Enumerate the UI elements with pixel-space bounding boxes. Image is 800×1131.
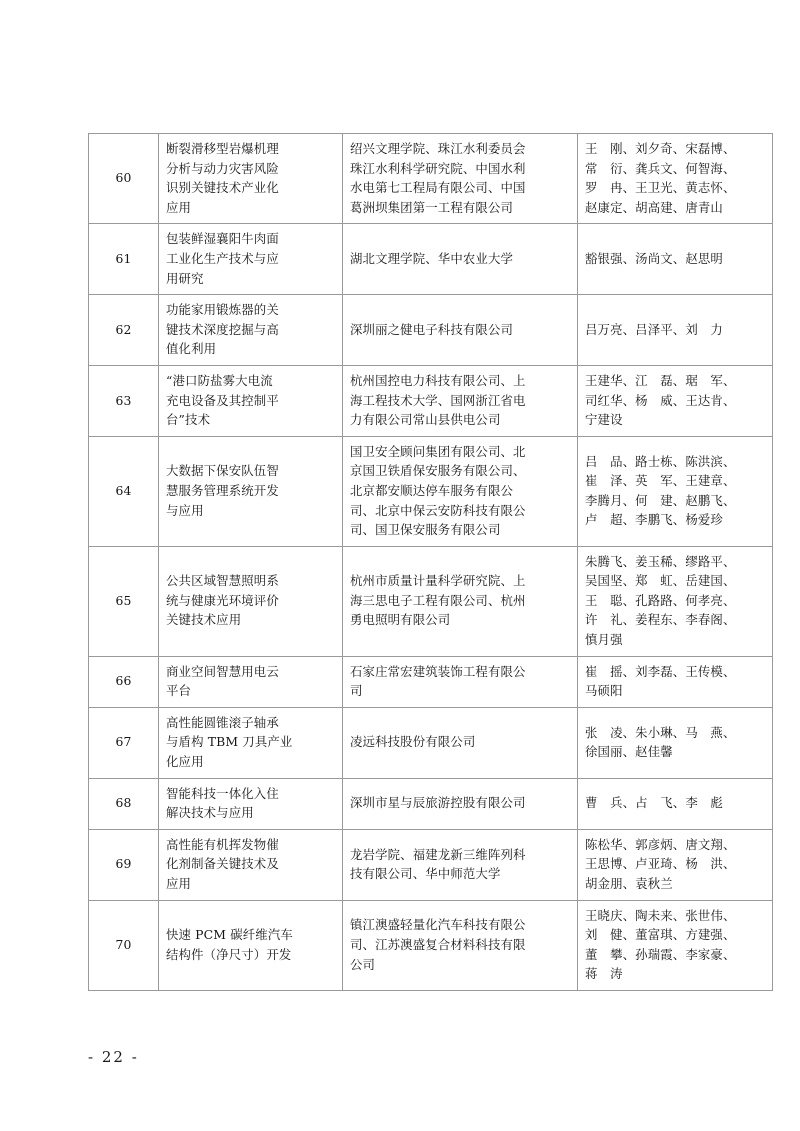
contributors-cell-line: 吕 品、路士栋、陈洪滨、 bbox=[585, 453, 736, 469]
project-title-cell-line: 值化利用 bbox=[166, 341, 217, 357]
contributors-cell-text bbox=[585, 906, 765, 984]
table-row bbox=[89, 365, 773, 436]
organization-cell-line: 公司 bbox=[350, 956, 376, 972]
table-row bbox=[89, 295, 773, 366]
contributors-cell-text bbox=[585, 552, 765, 650]
project-title-cell-line: 公共区域智慧照明系 bbox=[166, 573, 279, 589]
project-title-cell bbox=[159, 829, 343, 900]
row-number-cell: 63 bbox=[89, 365, 159, 436]
contributors-cell-line: 豁银强、汤尚文、赵思明 bbox=[585, 250, 723, 266]
organization-cell-text bbox=[350, 793, 570, 813]
organization-cell-text bbox=[350, 139, 570, 217]
organization-cell-line: 海工程技术大学、国网浙江省电 bbox=[350, 392, 526, 408]
project-title-cell-line: “港口防盐雾大电流 bbox=[166, 372, 273, 388]
project-title-cell-line: 应用 bbox=[166, 199, 192, 215]
organization-cell-line: 司、北京中保云安防科技有限公 bbox=[350, 502, 526, 518]
contributors-cell-line: 刘 健、董富琪、方建强、 bbox=[585, 927, 736, 943]
project-title-cell bbox=[159, 295, 343, 366]
organization-cell-line: 葛洲坝集团第一工程有限公司 bbox=[350, 199, 514, 215]
project-title-cell-line: 平台 bbox=[166, 683, 192, 699]
contributors-cell bbox=[578, 436, 773, 546]
organization-cell-line: 力有限公司常山县供电公司 bbox=[350, 412, 501, 428]
row-number-cell: 66 bbox=[89, 656, 159, 707]
award-table-body bbox=[89, 134, 773, 991]
project-title-cell-line: 高性能圆锥滚子轴承 bbox=[166, 714, 279, 730]
project-title-cell-line: 工业化生产技术与应 bbox=[166, 250, 279, 266]
row-number-cell: 65 bbox=[89, 546, 159, 656]
contributors-cell bbox=[578, 656, 773, 707]
project-title-cell bbox=[159, 436, 343, 546]
organization-cell-line: 镇江澳盛轻量化汽车科技有限公 bbox=[350, 917, 526, 933]
organization-cell-line: 国卫安全顾问集团有限公司、北 bbox=[350, 443, 526, 459]
organization-cell-text bbox=[350, 320, 570, 340]
organization-cell-line: 湖北文理学院、华中农业大学 bbox=[350, 250, 514, 266]
organization-cell bbox=[343, 900, 578, 990]
contributors-cell bbox=[578, 829, 773, 900]
project-title-cell-line: 断裂滑移型岩爆机理 bbox=[166, 141, 279, 156]
organization-cell-line: 京国卫铁盾保安服务有限公司、 bbox=[350, 463, 526, 479]
organization-cell-line: 绍兴文理学院、珠江水利委员会 bbox=[350, 141, 526, 156]
project-title-cell-line: 化剂制备关键技术及 bbox=[166, 856, 279, 872]
organization-cell-line: 勇电照明有限公司 bbox=[350, 612, 451, 628]
project-title-cell-line: 慧服务管理系统开发 bbox=[166, 482, 279, 498]
project-title-cell-text bbox=[166, 925, 335, 964]
contributors-cell-line: 胡金朋、袁秋兰 bbox=[585, 876, 673, 891]
organization-cell bbox=[343, 707, 578, 778]
project-title-cell bbox=[159, 707, 343, 778]
contributors-cell-line: 崔 摇、刘李磊、王传模、 bbox=[585, 663, 736, 679]
project-title-cell-line: 化应用 bbox=[166, 754, 204, 770]
organization-cell-line: 杭州市质量计量科学研究院、上 bbox=[350, 573, 526, 589]
table-row bbox=[89, 134, 773, 224]
contributors-cell-line: 王晓庆、陶未来、张世伟、 bbox=[585, 907, 736, 923]
contributors-cell-line: 常 衍、龚兵文、何智海、 bbox=[585, 160, 736, 176]
organization-cell-line: 凌远科技股份有限公司 bbox=[350, 734, 476, 750]
organization-cell-line: 龙岩学院、福建龙新三维阵列科 bbox=[350, 846, 526, 862]
organization-cell bbox=[343, 656, 578, 707]
row-number-cell: 69 bbox=[89, 829, 159, 900]
project-title-cell-line: 识别关键技术产业化 bbox=[166, 180, 279, 196]
project-title-cell bbox=[159, 900, 343, 990]
project-title-cell-line: 台”技术 bbox=[166, 412, 211, 428]
contributors-cell-text bbox=[585, 371, 765, 430]
organization-cell-text bbox=[350, 442, 570, 540]
organization-cell-line: 深圳市星与辰旅游控股有限公司 bbox=[350, 795, 526, 811]
table-row bbox=[89, 900, 773, 990]
organization-cell-text bbox=[350, 662, 570, 701]
project-title-cell bbox=[159, 546, 343, 656]
row-number-cell: 68 bbox=[89, 778, 159, 829]
contributors-cell-text bbox=[585, 793, 765, 813]
organization-cell-text bbox=[350, 571, 570, 630]
table-row bbox=[89, 707, 773, 778]
contributors-cell bbox=[578, 295, 773, 366]
organization-cell-line: 杭州国控电力科技有限公司、上 bbox=[350, 372, 526, 388]
contributors-cell bbox=[578, 365, 773, 436]
project-title-cell-line: 商业空间智慧用电云 bbox=[166, 663, 279, 679]
organization-cell bbox=[343, 546, 578, 656]
contributors-cell-line: 朱腾飞、姜玉稀、缪路平、 bbox=[585, 553, 736, 569]
project-title-cell-text bbox=[166, 835, 335, 894]
award-table bbox=[88, 133, 773, 991]
organization-cell-line: 石家庄常宏建筑装饰工程有限公 bbox=[350, 663, 526, 679]
contributors-cell-text bbox=[585, 320, 765, 340]
row-number-cell: 60 bbox=[89, 134, 159, 224]
project-title-cell-line: 大数据下保安队伍智 bbox=[166, 463, 279, 479]
contributors-cell-line: 王 刚、刘夕奇、宋磊博、 bbox=[585, 141, 736, 156]
project-title-cell bbox=[159, 656, 343, 707]
contributors-cell-text bbox=[585, 662, 765, 701]
contributors-cell-line: 赵康定、胡高建、唐青山 bbox=[585, 199, 723, 215]
organization-cell-line: 司、江苏澳盛复合材料科技有限 bbox=[350, 936, 526, 952]
project-title-cell-line: 结构件（净尺寸）开发 bbox=[166, 946, 292, 962]
page-number: - 22 - bbox=[88, 1048, 139, 1066]
contributors-cell-text bbox=[585, 249, 765, 269]
contributors-cell-line: 马硕阳 bbox=[585, 683, 623, 699]
award-table-container bbox=[88, 133, 736, 991]
contributors-cell-text bbox=[585, 723, 765, 762]
contributors-cell-line: 罗 冉、王卫光、黄志怀、 bbox=[585, 180, 736, 196]
contributors-cell-line: 徐国丽、赵佳馨 bbox=[585, 744, 673, 760]
contributors-cell-line: 王建华、江 磊、琚 军、 bbox=[585, 372, 736, 388]
contributors-cell-line: 司红华、杨 威、王达肯、 bbox=[585, 392, 736, 408]
contributors-cell-text bbox=[585, 139, 765, 217]
contributors-cell-line: 董 攀、孙瑞霞、李家豪、 bbox=[585, 946, 736, 962]
organization-cell bbox=[343, 829, 578, 900]
table-row bbox=[89, 224, 773, 295]
row-number-cell: 61 bbox=[89, 224, 159, 295]
contributors-cell-line: 蒋 涛 bbox=[585, 966, 623, 982]
organization-cell bbox=[343, 365, 578, 436]
project-title-cell bbox=[159, 778, 343, 829]
project-title-cell-text bbox=[166, 139, 335, 217]
project-title-cell-text bbox=[166, 713, 335, 772]
contributors-cell-text bbox=[585, 452, 765, 530]
contributors-cell-line: 吴国坚、郑 虹、岳建国、 bbox=[585, 573, 736, 589]
project-title-cell-line: 分析与动力灾害风险 bbox=[166, 160, 279, 176]
project-title-cell-line: 智能科技一体化入住 bbox=[166, 785, 279, 801]
table-row bbox=[89, 778, 773, 829]
project-title-cell-line: 与盾构 TBM 刀具产业 bbox=[166, 734, 293, 750]
table-row bbox=[89, 436, 773, 546]
contributors-cell-line: 慎月强 bbox=[585, 632, 623, 648]
organization-cell-line: 海三思电子工程有限公司、杭州 bbox=[350, 592, 526, 608]
row-number-cell: 70 bbox=[89, 900, 159, 990]
organization-cell bbox=[343, 224, 578, 295]
organization-cell-text bbox=[350, 845, 570, 884]
organization-cell bbox=[343, 295, 578, 366]
project-title-cell-text bbox=[166, 371, 335, 430]
project-title-cell-line: 包装鲜湿襄阳牛肉面 bbox=[166, 231, 279, 247]
contributors-cell-line: 王思博、卢亚琦、杨 洪、 bbox=[585, 856, 736, 872]
contributors-cell-line: 王 聪、孔路路、何孝亮、 bbox=[585, 592, 736, 608]
organization-cell-text bbox=[350, 915, 570, 974]
contributors-cell bbox=[578, 707, 773, 778]
contributors-cell-line: 陈松华、郭彦炳、唐文翔、 bbox=[585, 836, 736, 852]
project-title-cell-line: 高性能有机挥发物催 bbox=[166, 836, 279, 852]
row-number-cell: 62 bbox=[89, 295, 159, 366]
organization-cell-text bbox=[350, 249, 570, 269]
row-number-cell: 67 bbox=[89, 707, 159, 778]
contributors-cell-line: 李腾月、何 建、赵鹏飞、 bbox=[585, 492, 736, 508]
contributors-cell-line: 曹 兵、占 飞、李 彪 bbox=[585, 795, 723, 811]
contributors-cell bbox=[578, 900, 773, 990]
table-row bbox=[89, 656, 773, 707]
project-title-cell bbox=[159, 224, 343, 295]
project-title-cell-line: 关键技术应用 bbox=[166, 612, 242, 628]
row-number-cell: 64 bbox=[89, 436, 159, 546]
contributors-cell-line: 许 礼、姜程东、李春阁、 bbox=[585, 612, 736, 628]
project-title-cell bbox=[159, 365, 343, 436]
contributors-cell-line: 吕万亮、吕泽平、刘 力 bbox=[585, 321, 723, 337]
contributors-cell-line: 宁建设 bbox=[585, 412, 623, 428]
project-title-cell-line: 统与健康光环境评价 bbox=[166, 592, 279, 608]
project-title-cell-text bbox=[166, 571, 335, 630]
project-title-cell-line: 充电设备及其控制平 bbox=[166, 392, 279, 408]
organization-cell-line: 北京都安顺达停车服务有限公 bbox=[350, 482, 514, 498]
contributors-cell bbox=[578, 134, 773, 224]
project-title-cell-line: 与应用 bbox=[166, 502, 204, 518]
project-title-cell bbox=[159, 134, 343, 224]
table-row bbox=[89, 829, 773, 900]
project-title-cell-line: 应用 bbox=[166, 876, 192, 891]
contributors-cell-line: 崔 泽、英 军、王建章、 bbox=[585, 473, 736, 489]
contributors-cell bbox=[578, 224, 773, 295]
organization-cell-line: 司、国卫保安服务有限公司 bbox=[350, 522, 501, 538]
organization-cell-line: 珠江水利科学研究院、中国水利 bbox=[350, 160, 526, 176]
contributors-cell bbox=[578, 546, 773, 656]
organization-cell bbox=[343, 436, 578, 546]
project-title-cell-text bbox=[166, 662, 335, 701]
organization-cell-text bbox=[350, 732, 570, 752]
organization-cell-line: 技有限公司、华中师范大学 bbox=[350, 866, 501, 882]
project-title-cell-line: 用研究 bbox=[166, 270, 204, 286]
project-title-cell-text bbox=[166, 784, 335, 823]
project-title-cell-line: 键技术深度挖掘与高 bbox=[166, 321, 279, 337]
project-title-cell-line: 解决技术与应用 bbox=[166, 805, 254, 821]
organization-cell-line: 深圳丽之健电子科技有限公司 bbox=[350, 321, 514, 337]
contributors-cell-line: 卢 超、李鹏飞、杨爱珍 bbox=[585, 512, 723, 528]
project-title-cell-line: 快速 PCM 碳纤维汽车 bbox=[166, 927, 293, 943]
table-row bbox=[89, 546, 773, 656]
organization-cell-line: 司 bbox=[350, 683, 363, 699]
contributors-cell bbox=[578, 778, 773, 829]
organization-cell bbox=[343, 134, 578, 224]
contributors-cell-line: 张 凌、朱小琳、马 燕、 bbox=[585, 724, 736, 740]
organization-cell-text bbox=[350, 371, 570, 430]
contributors-cell-text bbox=[585, 835, 765, 894]
project-title-cell-text bbox=[166, 300, 335, 359]
organization-cell-line: 水电第七工程局有限公司、中国 bbox=[350, 180, 526, 196]
project-title-cell-text bbox=[166, 461, 335, 520]
project-title-cell-line: 功能家用锻炼器的关 bbox=[166, 302, 279, 318]
project-title-cell-text bbox=[166, 229, 335, 288]
organization-cell bbox=[343, 778, 578, 829]
